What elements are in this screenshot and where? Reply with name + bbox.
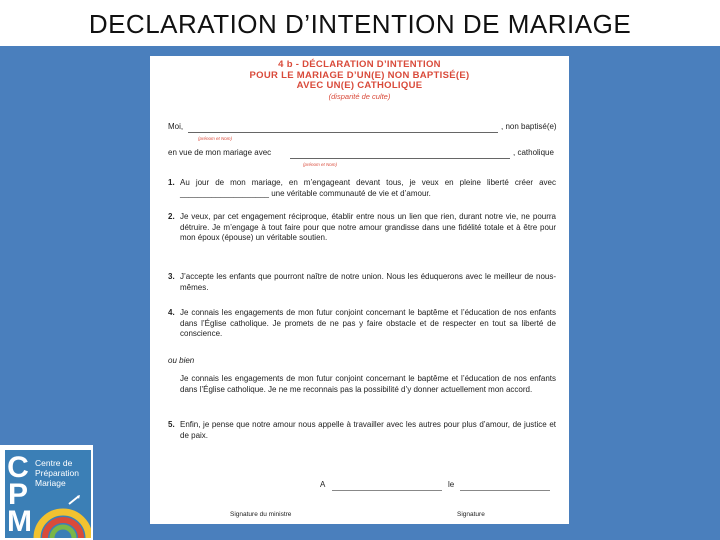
signature-minister-label: Signature du ministre xyxy=(230,511,292,518)
paragraph-4-text: Je connais les engagements de mon futur conjoint concernant le baptême et l’éducation de nos enfants dans l’Église catholique. Je promets de ne pas y faire obstacle et de respecter en tout sa liberté de conscience. xyxy=(180,308,556,339)
paragraph-4 xyxy=(168,308,556,340)
mariage-tail: , catholique xyxy=(513,148,554,157)
heading-line-1: 4 b - DÉCLARATION D’INTENTION xyxy=(278,59,441,70)
mariage-line xyxy=(168,148,558,167)
paragraph-3 xyxy=(168,272,556,293)
paragraph-5 xyxy=(168,420,556,441)
moi-blank-line xyxy=(188,132,498,133)
mariage-blank-line xyxy=(290,158,510,159)
paragraph-3-number: 3. xyxy=(168,272,175,281)
paragraph-5-text: Enfin, je pense que notre amour nous appelle à travailler avec les autres pour plus d’amour, de justice et de paix. xyxy=(180,420,556,440)
cpm-logo-text-line-3: Mariage xyxy=(35,478,66,488)
mariage-label: en vue de mon mariage avec xyxy=(168,148,272,157)
paragraph-1-number: 1. xyxy=(168,178,175,187)
declaration-document xyxy=(150,56,569,524)
cpm-logo-letters: C P M xyxy=(7,451,32,538)
place-label: A xyxy=(320,480,326,489)
moi-label: Moi, xyxy=(168,122,184,131)
alternative-paragraph-text: Je connais les engagements de mon futur conjoint concernant le baptême et l’éducation de nos enfants dans l’Église catholique. Je ne me reconnais pas la possibilité d’y donner actuellement mon accord. xyxy=(180,374,556,394)
cpm-logo-text-line-1: Centre de xyxy=(35,458,73,468)
cpm-logo-text-line-2: Préparation xyxy=(35,468,79,478)
mariage-hint: (prénom et Nom) xyxy=(303,162,338,167)
date-blank-line xyxy=(460,490,550,491)
alternative-paragraph xyxy=(168,374,556,395)
cpm-logo-tile xyxy=(5,450,91,538)
heading-line-3: AVEC UN(E) CATHOLIQUE xyxy=(296,80,423,91)
paragraph-4-number: 4. xyxy=(168,308,175,317)
paragraph-2-number: 2. xyxy=(168,212,175,221)
paragraph-3-text: J’accepte les enfants que pourront naître de notre union. Nous les éduquerons avec le meilleur de nous-mêmes. xyxy=(180,272,556,292)
slide-title: DECLARATION D’INTENTION DE MARIAGE xyxy=(88,9,632,39)
heading-line-2: POUR LE MARIAGE D’UN(E) NON BAPTISÉ(E) xyxy=(249,69,470,81)
paragraph-2 xyxy=(168,212,556,244)
cpm-logo-text xyxy=(35,458,79,488)
ou-bien-label: ou bien xyxy=(168,356,195,365)
moi-tail: , non baptisé(e) xyxy=(501,122,557,131)
date-label: le xyxy=(448,480,455,489)
paragraph-1 xyxy=(168,178,556,199)
moi-line xyxy=(168,122,558,141)
document-heading xyxy=(150,60,569,102)
rainbow-arc-icon xyxy=(33,494,91,538)
paragraph-5-number: 5. xyxy=(168,420,175,429)
heading-subtitle: (disparité de culte) xyxy=(328,91,391,101)
cpm-logo xyxy=(0,445,93,540)
place-blank-line xyxy=(332,490,442,491)
paragraph-1-text: Au jour de mon mariage, en m’engageant devant tous, je veux en pleine liberté créer avec ____________________ une véritable communauté de vie et d’amour. xyxy=(180,178,556,198)
paragraph-2-text: Je veux, par cet engagement réciproque, établir entre nous un lien que rien, durant notre vie, ne pourra détruire. Je m’engage à tout faire pour que notre amour grandisse dans une fidélité totale et à être pour mon époux (épouse) un véritable soutien. xyxy=(180,212,556,243)
moi-hint: (prénom et Nom) xyxy=(198,136,233,141)
signature-label: Signature xyxy=(457,511,485,518)
